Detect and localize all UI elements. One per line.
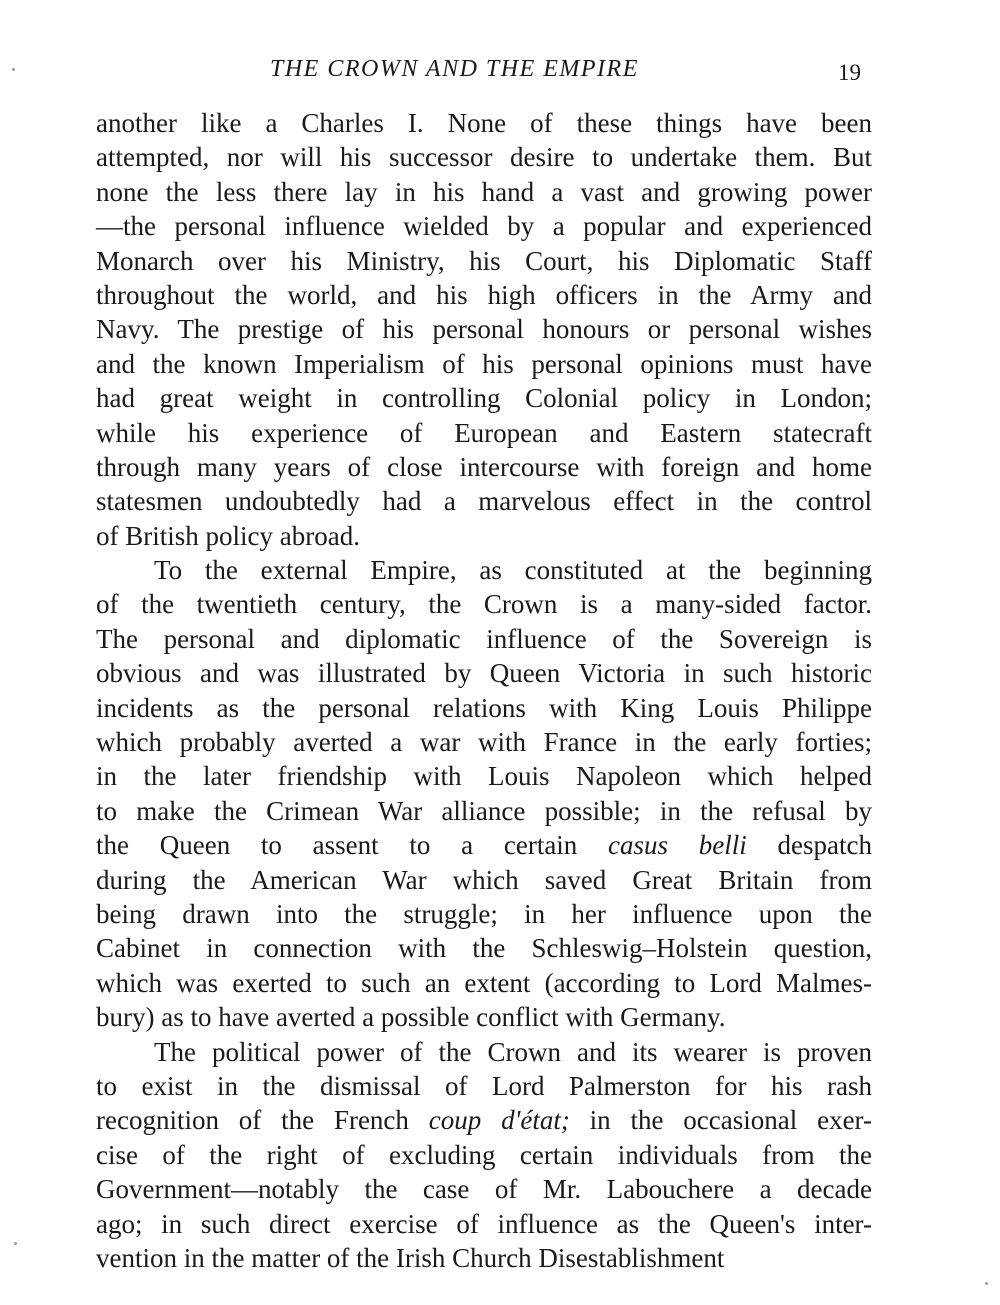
text-line: [96, 828, 872, 862]
text-run: to make the Crimean War alliance possible; in the refusal by: [96, 795, 872, 826]
paragraph: [96, 553, 872, 1034]
text-run: obvious and was illustrated by Queen Victoria in such historic: [96, 658, 872, 689]
text-line: [96, 381, 872, 415]
text-run: Monarch over his Ministry, his Court, his Diplomatic Staff: [96, 245, 872, 276]
body-text: [96, 106, 872, 1275]
page-header: [0, 56, 1000, 90]
text-run: through many years of close intercourse with foreign and home: [96, 451, 872, 482]
text-run: had great weight in controlling Colonial policy in London;: [96, 383, 872, 414]
text-run: none the less there lay in his hand a vast and growing power: [96, 176, 872, 207]
text-line: [96, 759, 872, 793]
page-number: 19: [838, 60, 861, 85]
text-run: vention in the matter of the Irish Church Disestablishment: [96, 1242, 725, 1273]
text-run: ago; in such direct exercise of influence as the Queen's inter-: [96, 1208, 872, 1239]
text-line: [96, 1241, 872, 1275]
italic-phrase: coup d'état;: [428, 1105, 570, 1136]
running-title: THE CROWN AND THE EMPIRE: [270, 56, 639, 82]
text-run: of British policy abroad.: [96, 520, 360, 551]
text-run: incidents as the personal relations with King Louis Philippe: [96, 692, 872, 723]
text-run: being drawn into the struggle; in her influence upon the: [96, 898, 872, 929]
paragraph: [96, 106, 872, 553]
text-run: and the known Imperialism of his personal opinions must have: [96, 348, 872, 379]
text-run: attempted, nor will his successor desire to undertake them. But: [96, 142, 872, 173]
text-run: —the personal influence wielded by a popular and experienced: [96, 211, 872, 242]
text-line: [96, 1103, 872, 1137]
text-line: [96, 106, 872, 140]
text-line: [96, 1207, 872, 1241]
text-run: while his experience of European and Eastern statecraft: [96, 417, 872, 448]
scan-speck: [14, 1242, 17, 1245]
text-line: [96, 519, 872, 553]
text-run: in the occasional exer-: [569, 1105, 872, 1136]
text-line: [96, 691, 872, 725]
text-run: which probably averted a war with France in the early forties;: [96, 727, 872, 758]
text-line: [96, 1069, 872, 1103]
text-line: [96, 725, 872, 759]
text-run: Government—notably the case of Mr. Labouchere a decade: [96, 1174, 872, 1205]
text-run: the Queen to assent to a certain: [96, 830, 609, 861]
text-run: to exist in the dismissal of Lord Palmerston for his rash: [96, 1070, 872, 1101]
text-run: recognition of the French: [96, 1105, 429, 1136]
text-run: The personal and diplomatic influence of the Sovereign is: [96, 623, 872, 654]
text-line: [96, 966, 872, 1000]
text-line: [96, 244, 872, 278]
text-run: another like a Charles I. None of these things have been: [96, 108, 872, 138]
text-line: [96, 553, 872, 587]
text-line: [96, 794, 872, 828]
text-line: [96, 175, 872, 209]
text-line: [96, 347, 872, 381]
italic-phrase: casus belli: [608, 830, 747, 861]
text-line: [96, 656, 872, 690]
text-line: [96, 484, 872, 518]
scan-speck: [12, 68, 15, 71]
text-line: [96, 1172, 872, 1206]
text-run: which was exerted to such an extent (according to Lord Malmes-: [96, 967, 872, 998]
text-line: [96, 312, 872, 346]
text-line: [96, 1138, 872, 1172]
text-line: [96, 587, 872, 621]
text-run: of the twentieth century, the Crown is a many-sided factor.: [96, 589, 872, 620]
text-run: To the external Empire, as constituted at the beginning: [154, 555, 872, 586]
text-line: [96, 278, 872, 312]
text-run: bury) as to have averted a possible conflict with Germany.: [96, 1002, 726, 1033]
text-run: Cabinet in connection with the Schleswig–Holstein question,: [96, 933, 872, 964]
text-line: [96, 622, 872, 656]
text-line: [96, 209, 872, 243]
text-run: during the American War which saved Great Britain from: [96, 864, 872, 895]
text-run: despatch: [746, 830, 872, 861]
paragraph: [96, 1035, 872, 1276]
text-run: throughout the world, and his high officers in the Army and: [96, 279, 872, 310]
text-line: [96, 140, 872, 174]
text-run: statesmen undoubtedly had a marvelous effect in the control: [96, 486, 872, 517]
text-run: The political power of the Crown and its wearer is proven: [154, 1036, 872, 1067]
text-line: [96, 1000, 872, 1034]
text-line: [96, 1035, 872, 1069]
text-line: [96, 897, 872, 931]
text-line: [96, 416, 872, 450]
text-line: [96, 450, 872, 484]
text-run: cise of the right of excluding certain individuals from the: [96, 1139, 872, 1170]
text-run: in the later friendship with Louis Napoleon which helped: [96, 761, 872, 792]
text-line: [96, 863, 872, 897]
text-line: [96, 931, 872, 965]
text-run: Navy. The prestige of his personal honours or personal wishes: [96, 314, 872, 345]
scan-speck: [985, 1282, 988, 1285]
